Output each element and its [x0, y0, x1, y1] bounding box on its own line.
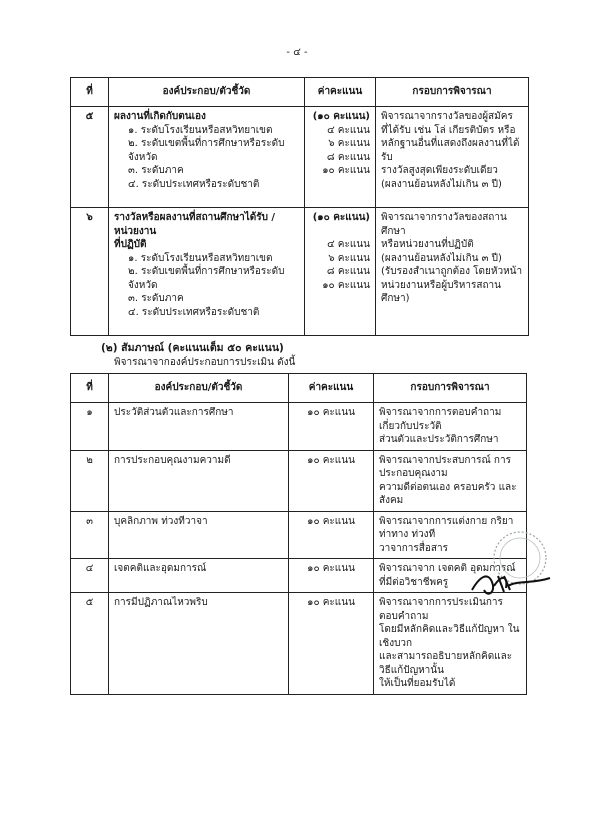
component-cell	[109, 208, 305, 336]
score-cell: ๑๐ คะแนน	[289, 403, 374, 451]
score-value: ๔ คะแนน	[327, 124, 370, 136]
criteria-line: หลักฐานอื่นที่แสดงถึงผลงานที่ได้รับ	[381, 138, 520, 163]
criteria-line: พิจารณาจากรางวัลของสถานศึกษา	[381, 212, 507, 237]
section-description: พิจารณาจากองค์ประกอบการประเมิน ดังนี้	[114, 357, 296, 368]
score-value: ๘ คะแนน	[326, 266, 370, 277]
criteria-line: วาจาการสื่อสาร	[379, 542, 448, 554]
criteria-line: ส่วนตัวและประวัติการศึกษา	[379, 434, 499, 445]
header-component: องค์ประกอบ/ตัวชี้วัด	[109, 374, 289, 403]
criteria-line: และสามารถอธิบายหลักคิดและวิธีแก้ปัญหานั้น	[379, 651, 513, 676]
score-total: (๑๐ คะแนน)	[312, 111, 370, 122]
component-item: ๓. ระดับภาค	[128, 293, 184, 304]
score-total: (๑๐ คะแนน)	[312, 212, 370, 223]
criteria-line: (ผลงานย้อนหลังไม่เกิน ๓ ปี)	[381, 178, 502, 190]
header-criteria: กรอบการพิจารณา	[376, 78, 529, 107]
criteria-line: ที่ได้รับ เช่น โล่ เกียรติบัตร หรือ	[381, 124, 516, 136]
criteria-line: ความดีต่อตนเอง ครอบครัว และสังคม	[379, 481, 517, 506]
score-cell: ๑๐ คะแนน	[289, 511, 374, 559]
signature-stamp	[458, 528, 558, 608]
table-row	[71, 208, 529, 336]
component-item: ๔. ระดับประเทศหรือระดับชาติ	[128, 178, 260, 190]
criteria-line: โดยมีหลักคิดและวิธีแก้ปัญหา ในเชิงบวก	[379, 624, 520, 649]
criteria-cell	[374, 403, 527, 451]
component-cell: การประกอบคุณงามความดี	[109, 450, 289, 511]
table-header-row	[71, 374, 527, 403]
score-value: ๘ คะแนน	[326, 151, 370, 163]
criteria-line: พิจารณาจากการตอบคำถามเกี่ยวกับประวัติ	[379, 407, 502, 432]
table-row	[71, 107, 529, 208]
page-number: - ๔ -	[286, 47, 308, 58]
component-cell: ประวัติส่วนตัวและการศึกษา	[109, 403, 289, 451]
score-cell: ๑๐ คะแนน	[289, 593, 374, 695]
row-number: ๓	[71, 511, 109, 559]
criteria-cell	[374, 450, 527, 511]
header-score: ค่าคะแนน	[305, 78, 376, 107]
score-value: ๖ คะแนน	[328, 138, 370, 149]
header-component: องค์ประกอบ/ตัวชี้วัด	[109, 78, 305, 107]
criteria-line: รางวัลสูงสุดเพียงระดับเดียว	[381, 165, 498, 176]
header-num: ที่	[71, 374, 109, 403]
table-row	[71, 450, 527, 511]
criteria-line: (ผลงานย้อนหลังไม่เกิน ๓ ปี)	[381, 252, 502, 264]
score-cell: ๑๐ คะแนน	[289, 559, 374, 593]
score-value: ๑๐ คะแนน	[322, 279, 370, 291]
row-number: ๑	[71, 403, 109, 451]
header-criteria: กรอบการพิจารณา	[374, 374, 527, 403]
row-number: ๖	[71, 208, 109, 336]
score-value: ๑๐ คะแนน	[322, 165, 370, 176]
component-title-cont: ที่ปฏิบัติ	[114, 239, 147, 250]
criteria-line: พิจารณาจากรางวัลของผู้สมัคร	[381, 111, 513, 122]
component-cell	[109, 107, 305, 208]
section-title: (๒) สัมภาษณ์ (คะแนนเต็ม ๕๐ คะแนน)	[101, 342, 284, 354]
row-number: ๔	[71, 559, 109, 593]
score-cell	[305, 208, 376, 336]
scoring-table-awards	[70, 77, 529, 336]
score-cell: ๑๐ คะแนน	[289, 450, 374, 511]
row-number: ๕	[71, 593, 109, 695]
component-item: ๔. ระดับประเทศหรือระดับชาติ	[128, 306, 260, 318]
criteria-line: (รับรองสำเนาถูกต้อง โดยหัวหน้า	[381, 266, 523, 277]
component-cell: การมีปฏิภาณไหวพริบ	[109, 593, 289, 695]
table-row	[71, 403, 527, 451]
criteria-cell	[376, 208, 529, 336]
component-cell: บุคลิกภาพ ท่วงทีวาจา	[109, 511, 289, 559]
criteria-line: พิจารณาจากการประเมินการตอบคำถาม	[379, 597, 503, 622]
component-item: ๒. ระดับเขตพื้นที่การศึกษาหรือระดับจังหวัด	[128, 138, 285, 163]
criteria-line: พิจารณาจากประสบการณ์ การประกอบคุณงาม	[379, 454, 511, 479]
score-value: ๖ คะแนน	[328, 252, 370, 264]
criteria-line: พิจารณาจากการแต่งกาย กริยาท่าทาง ท่วงที	[379, 515, 514, 540]
component-item: ๒. ระดับเขตพื้นที่การศึกษาหรือระดับจังหวัด	[128, 266, 285, 291]
component-title: ผลงานที่เกิดกับตนเอง	[114, 111, 206, 122]
criteria-line: พิจารณาจาก เจตคติ อุดมการณ์ที่มีต่อวิชาชีพครู	[379, 563, 516, 588]
score-value: ๔ คะแนน	[327, 239, 370, 250]
row-number: ๒	[71, 450, 109, 511]
criteria-line: หรือหน่วยงานที่ปฏิบัติ	[381, 239, 474, 250]
component-cell: เจตคติและอุดมการณ์	[109, 559, 289, 593]
component-title: รางวัลหรือผลงานที่สถานศึกษาได้รับ /หน่วยงาน	[114, 212, 276, 237]
criteria-line: หน่วยงานหรือผู้บริหารสถานศึกษา)	[381, 279, 501, 304]
component-item: ๑. ระดับโรงเรียนหรือสหวิทยาเขต	[128, 124, 273, 136]
header-score: ค่าคะแนน	[289, 374, 374, 403]
component-item: ๑. ระดับโรงเรียนหรือสหวิทยาเขต	[128, 252, 273, 264]
criteria-cell	[376, 107, 529, 208]
table-header-row	[71, 78, 529, 107]
criteria-line: ให้เป็นที่ยอมรับได้	[379, 678, 456, 689]
row-number: ๕	[71, 107, 109, 208]
score-cell	[305, 107, 376, 208]
component-item: ๓. ระดับภาค	[128, 165, 184, 176]
header-num: ที่	[71, 78, 109, 107]
